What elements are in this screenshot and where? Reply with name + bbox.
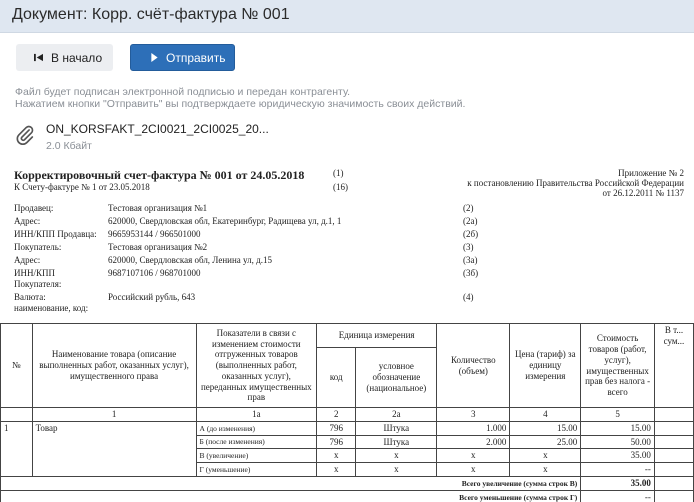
row-cost: -- [581, 463, 655, 477]
send-button-label: Отправить [166, 50, 226, 65]
field-code: (2) [463, 203, 474, 213]
row-unit-name: x [356, 449, 437, 463]
column-number: 1 [32, 408, 196, 422]
field-label: ИНН/КПП [14, 268, 56, 278]
row-unit-name: Штука [356, 435, 437, 449]
total-increase-label: Всего увеличение (сумма строк В) [1, 476, 581, 490]
row-cost: 15.00 [581, 421, 655, 435]
row-unit-code: x [317, 449, 356, 463]
field-label: Покупатель: [14, 242, 62, 252]
field-value: 620000, Свердловская обл, Екатеринбург, Радищева ул, д.1, 1 [108, 216, 342, 226]
app-header [0, 0, 694, 33]
total-decrease-label: Всего уменьшение (сумма строк Г) [1, 490, 581, 502]
header-cost: Стоимость товаров (работ, услуг), имущественных прав без налога - всего [581, 324, 655, 408]
total-decrease-value: -- [581, 490, 655, 502]
invoice-table [0, 323, 694, 502]
row-unit-code: 796 [317, 421, 356, 435]
field-value: Тестовая организация №2 [108, 242, 208, 252]
field-value: Российский рубль, 643 [108, 292, 196, 302]
paperclip-icon [14, 124, 36, 146]
row-label: Б (после изменения) [196, 435, 317, 449]
row-qty: x [437, 463, 510, 477]
header-price: Цена (тариф) за единицу измерения [510, 324, 581, 408]
row-label: А (до изменения) [196, 421, 317, 435]
column-number: 5 [581, 408, 655, 422]
field-label: Валюта: [14, 292, 46, 302]
field-code: (3б) [463, 268, 479, 278]
column-number: 4 [510, 408, 581, 422]
row-price: x [510, 463, 581, 477]
notice-line-2: Нажатием кнопки "Отправить" вы подтверждаете юридическую значимость своих действий. [15, 98, 466, 110]
field-value: Тестовая организация №1 [108, 203, 208, 213]
column-number: 2а [356, 408, 437, 422]
field-label: ИНН/КПП Продавца: [14, 229, 97, 239]
skip-back-icon [34, 53, 43, 62]
field-code: (2а) [463, 216, 478, 226]
field-value: 9687107106 / 968701000 [108, 268, 201, 278]
item-name: Товар [32, 421, 196, 476]
attachment-file-name[interactable]: ON_KORSFAKT_2CI0021_2CI0025_20... [46, 122, 269, 136]
field-code: (2б) [463, 229, 479, 239]
row-cost: 35.00 [581, 449, 655, 463]
row-unit-code: x [317, 463, 356, 477]
field-label: Покупателя: [14, 279, 62, 289]
back-button-label: В начало [51, 50, 103, 65]
field-label: Адрес: [14, 216, 41, 226]
appendix-line-3: от 26.12.2011 № 1137 [602, 188, 684, 198]
row-unit-code: 796 [317, 435, 356, 449]
invoice-title-code: (1) [333, 168, 344, 178]
field-label: Адрес: [14, 255, 41, 265]
notice-line-1: Файл будет подписан электронной подписью и передан контрагенту. [15, 86, 351, 98]
appendix-line-2: к постановлению Правительства Российской Федерации [467, 178, 684, 188]
attachment-file-size: 2.0 Кбайт [46, 140, 92, 152]
invoice-title: Корректировочный счет-фактура № 001 от 24.05.2018 [14, 168, 305, 182]
invoice-document [0, 160, 694, 502]
header-unit: Единица измерения [317, 324, 437, 348]
header-num: № [1, 324, 33, 408]
field-label: наименование, код: [14, 303, 89, 313]
row-label: Г (уменьшение) [196, 463, 317, 477]
back-to-start-button[interactable] [16, 44, 113, 71]
field-label: Продавец: [14, 203, 54, 213]
play-icon [151, 53, 158, 62]
header-indicators: Показатели в связи с изменением стоимости отгруженных товаров (выполненных работ, оказанных услуг), переданных имущественных прав [196, 324, 317, 408]
appendix-line-1: Приложение № 2 [618, 168, 684, 178]
field-code: (3а) [463, 255, 478, 265]
row-price: x [510, 449, 581, 463]
item-num: 1 [1, 421, 33, 476]
total-increase-value: 35.00 [581, 476, 655, 490]
row-qty: 2.000 [437, 435, 510, 449]
invoice-subtitle-code: (16) [333, 182, 348, 192]
field-value: 620000, Свердловская обл, Ленина ул, д.15 [108, 255, 272, 265]
page-title: Документ: Корр. счёт-фактура № 001 [12, 6, 290, 23]
row-price: 25.00 [510, 435, 581, 449]
row-qty: 1.000 [437, 421, 510, 435]
row-unit-name: x [356, 463, 437, 477]
column-number: 3 [437, 408, 510, 422]
header-cut: В т... сум... [654, 324, 693, 408]
row-label: В (увеличение) [196, 449, 317, 463]
header-qty: Количество (объем) [437, 324, 510, 408]
field-value: 9665953144 / 966501000 [108, 229, 201, 239]
field-code: (3) [463, 242, 474, 252]
header-unit-code: код [317, 348, 356, 408]
invoice-subtitle: К Счету-фактуре № 1 от 23.05.2018 [14, 182, 150, 192]
header-name: Наименование товара (описание выполненных работ, оказанных услуг), имущественного права [32, 324, 196, 408]
row-cost: 50.00 [581, 435, 655, 449]
row-unit-name: Штука [356, 421, 437, 435]
send-button[interactable] [130, 44, 235, 71]
field-code: (4) [463, 292, 474, 302]
column-number: 1а [196, 408, 317, 422]
column-number: 2 [317, 408, 356, 422]
row-price: 15.00 [510, 421, 581, 435]
row-qty: x [437, 449, 510, 463]
header-unit-name: условное обозначение (национальное) [356, 348, 437, 408]
